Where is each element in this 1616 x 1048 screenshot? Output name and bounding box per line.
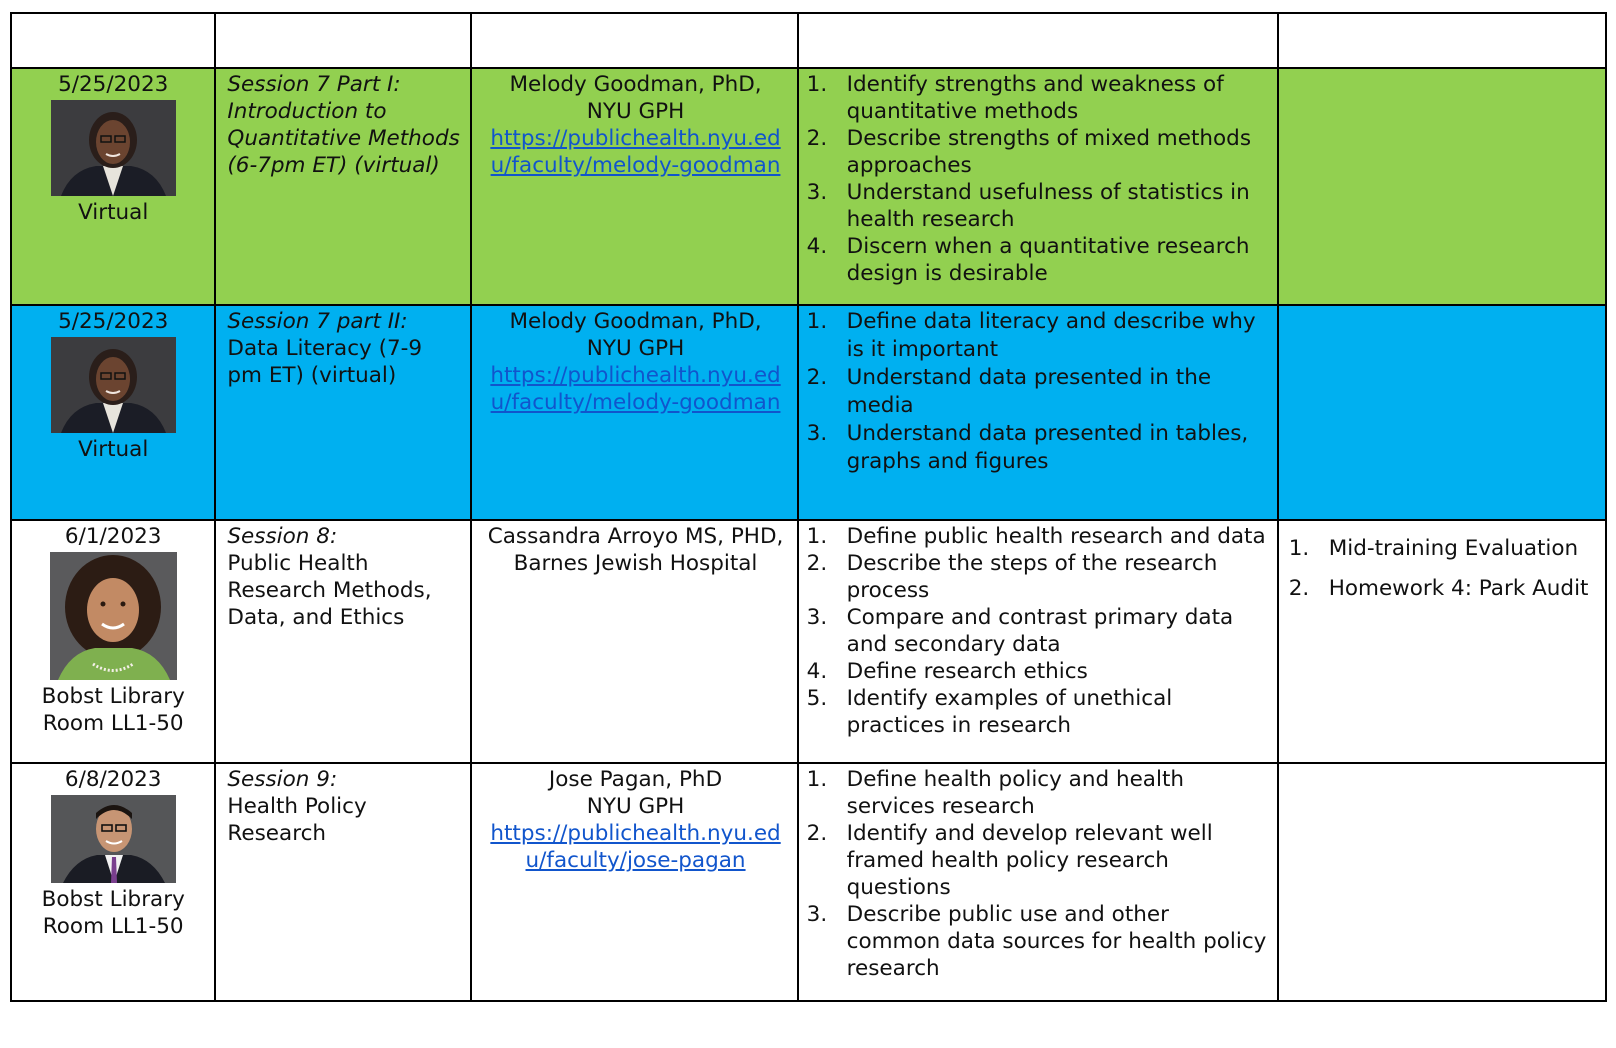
speaker-cell [471, 68, 797, 305]
date-location-cell [11, 763, 215, 1001]
session-schedule-table [10, 12, 1607, 1002]
session-location: Virtual [78, 437, 149, 462]
session-date: 6/8/2023 [64, 767, 162, 792]
list-item: 4. Discern when a quantitative research design is desirable [806, 234, 1250, 286]
speaker-photo [51, 795, 176, 883]
objectives-list [807, 71, 1269, 287]
session-location: Bobst Library Room LL1-50 [41, 684, 185, 736]
list-item: 3. Describe public use and other common data sources for health policy research [806, 902, 1267, 981]
objectives-cell [798, 305, 1278, 520]
speaker-profile-link[interactable]: https://publichealth.nyu.edu/faculty/melody-goodman [490, 363, 781, 415]
speaker-name: Cassandra Arroyo MS, PHD, [487, 524, 784, 549]
session-title: Session 7 Part I: Introduction to Quantitative Methods (6-7pm ET) (virtual) [227, 72, 460, 178]
tasks-cell [1278, 305, 1606, 520]
date-location-cell [11, 520, 215, 763]
list-item: 1. Define public health research and data [806, 524, 1266, 549]
session-title: Health Policy Research [227, 794, 367, 846]
session-location: Bobst Library Room LL1-50 [41, 887, 185, 939]
session-date: 5/25/2023 [58, 309, 169, 334]
list-item: 3. Compare and contrast primary data and secondary data [806, 605, 1234, 657]
speaker-name: Jose Pagan, PhD [548, 767, 723, 792]
header-cell [11, 13, 215, 68]
list-item: 2. Identify and develop relevant well framed health policy research questions [806, 821, 1213, 900]
objectives-list [807, 523, 1269, 739]
list-item: 2. Describe strengths of mixed methods approaches [806, 126, 1252, 178]
table-row [11, 520, 1606, 763]
speaker-profile-link[interactable]: https://publichealth.nyu.edu/faculty/melody-goodman [490, 126, 781, 178]
speaker-profile-link[interactable]: https://publichealth.nyu.edu/faculty/jose-pagan [490, 821, 781, 873]
speaker-name: Melody Goodman, PhD, [509, 72, 762, 97]
speaker-name: Melody Goodman, PhD, [509, 309, 762, 334]
date-location-cell [11, 68, 215, 305]
objectives-cell [798, 520, 1278, 763]
session-cell [215, 68, 471, 305]
list-item: 2. Understand data presented in the media [806, 365, 1212, 418]
session-title: Public Health Research Methods, Data, and Ethics [227, 551, 432, 630]
table-row [11, 305, 1606, 520]
session-cell [215, 305, 471, 520]
session-cell [215, 520, 471, 763]
list-item: 3. Understand data presented in tables, graphs and figures [806, 421, 1249, 474]
list-item: 5. Identify examples of unethical practices in research [806, 686, 1173, 738]
session-label: Session 8: [227, 524, 338, 549]
table-row [11, 68, 1606, 305]
session-label: Session 7 part II: [227, 309, 408, 334]
speaker-cell [471, 305, 797, 520]
session-cell [215, 763, 471, 1001]
speaker-photo [50, 552, 177, 680]
session-date: 6/1/2023 [64, 524, 162, 549]
list-item: 2. Describe the steps of the research process [806, 551, 1218, 603]
speaker-photo [51, 100, 176, 196]
header-cell [1278, 13, 1606, 68]
session-date: 5/25/2023 [58, 72, 169, 97]
speaker-affiliation: Barnes Jewish Hospital [513, 551, 758, 576]
tasks-list [1289, 535, 1601, 602]
list-item: 1. Identify strengths and weakness of quantitative methods [806, 72, 1224, 124]
objectives-cell [798, 763, 1278, 1001]
list-item: 1. Define data literacy and describe why is it important [806, 309, 1256, 362]
speaker-photo [51, 337, 176, 433]
speaker-cell [471, 520, 797, 763]
objectives-list [807, 308, 1269, 476]
list-item: 2. Homework 4: Park Audit [1288, 576, 1589, 601]
header-row [11, 13, 1606, 68]
header-cell [471, 13, 797, 68]
tasks-cell [1278, 763, 1606, 1001]
session-location: Virtual [78, 200, 149, 225]
table-row [11, 763, 1606, 1001]
objectives-cell [798, 68, 1278, 305]
session-title: Data Literacy (7-9 pm ET) (virtual) [227, 336, 423, 388]
list-item: 1. Mid-training Evaluation [1288, 536, 1579, 561]
list-item: 1. Define health policy and health services research [806, 767, 1185, 819]
date-location-cell [11, 305, 215, 520]
list-item: 4. Define research ethics [806, 659, 1088, 684]
session-label: Session 9: [227, 767, 338, 792]
speaker-affiliation: NYU GPH [586, 336, 685, 361]
tasks-cell [1278, 520, 1606, 763]
speaker-cell [471, 763, 797, 1001]
speaker-affiliation: NYU GPH [586, 99, 685, 124]
header-cell [215, 13, 471, 68]
tasks-cell [1278, 68, 1606, 305]
header-cell [798, 13, 1278, 68]
objectives-list [807, 766, 1269, 982]
speaker-affiliation: NYU GPH [586, 794, 685, 819]
list-item: 3. Understand usefulness of statistics in health research [806, 180, 1250, 232]
